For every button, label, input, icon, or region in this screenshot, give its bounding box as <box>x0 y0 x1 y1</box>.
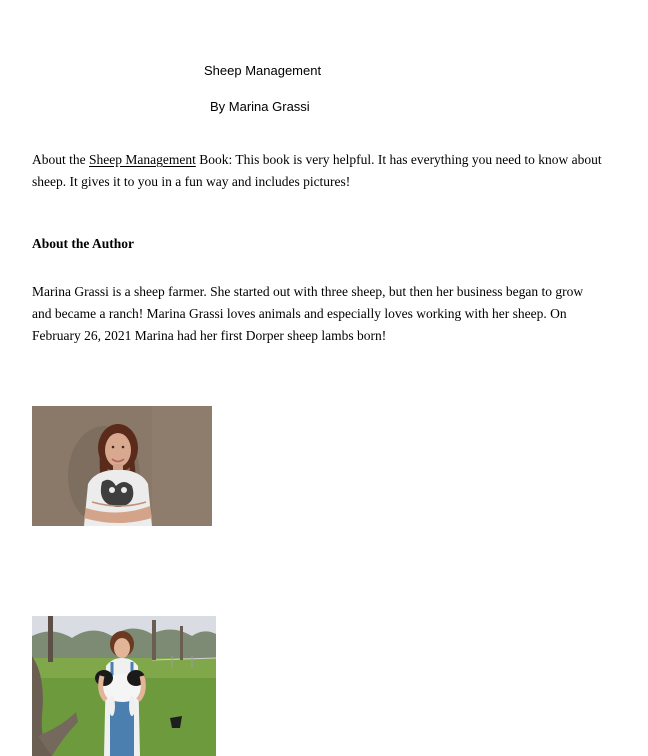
about-book-prefix: About the <box>32 152 89 167</box>
lamb-photo-illustration <box>32 616 216 756</box>
about-book-text: Book: This book is very helpful. It has everything you need to know about sheep. It gives it to you in a fun way and includes pictures! <box>32 152 602 189</box>
about-author-heading: About the Author <box>32 236 135 251</box>
lamb-photo <box>32 616 216 756</box>
author-bio-paragraph: Marina Grassi is a sheep farmer. She started out with three sheep, but then her business began to grow and became a ranch! Marina Grassi loves animals and especially loves working with her sheep. On February 26, 2021 Marina had her first Dorper sheep lambs born! <box>32 284 584 343</box>
book-title-link[interactable]: Sheep Management <box>89 152 196 167</box>
about-book-paragraph <box>32 149 602 193</box>
document-title: Sheep Management <box>204 63 322 78</box>
author-portrait-photo <box>32 406 212 526</box>
author-portrait-illustration <box>32 406 212 526</box>
author-byline: By Marina Grassi <box>210 99 310 114</box>
